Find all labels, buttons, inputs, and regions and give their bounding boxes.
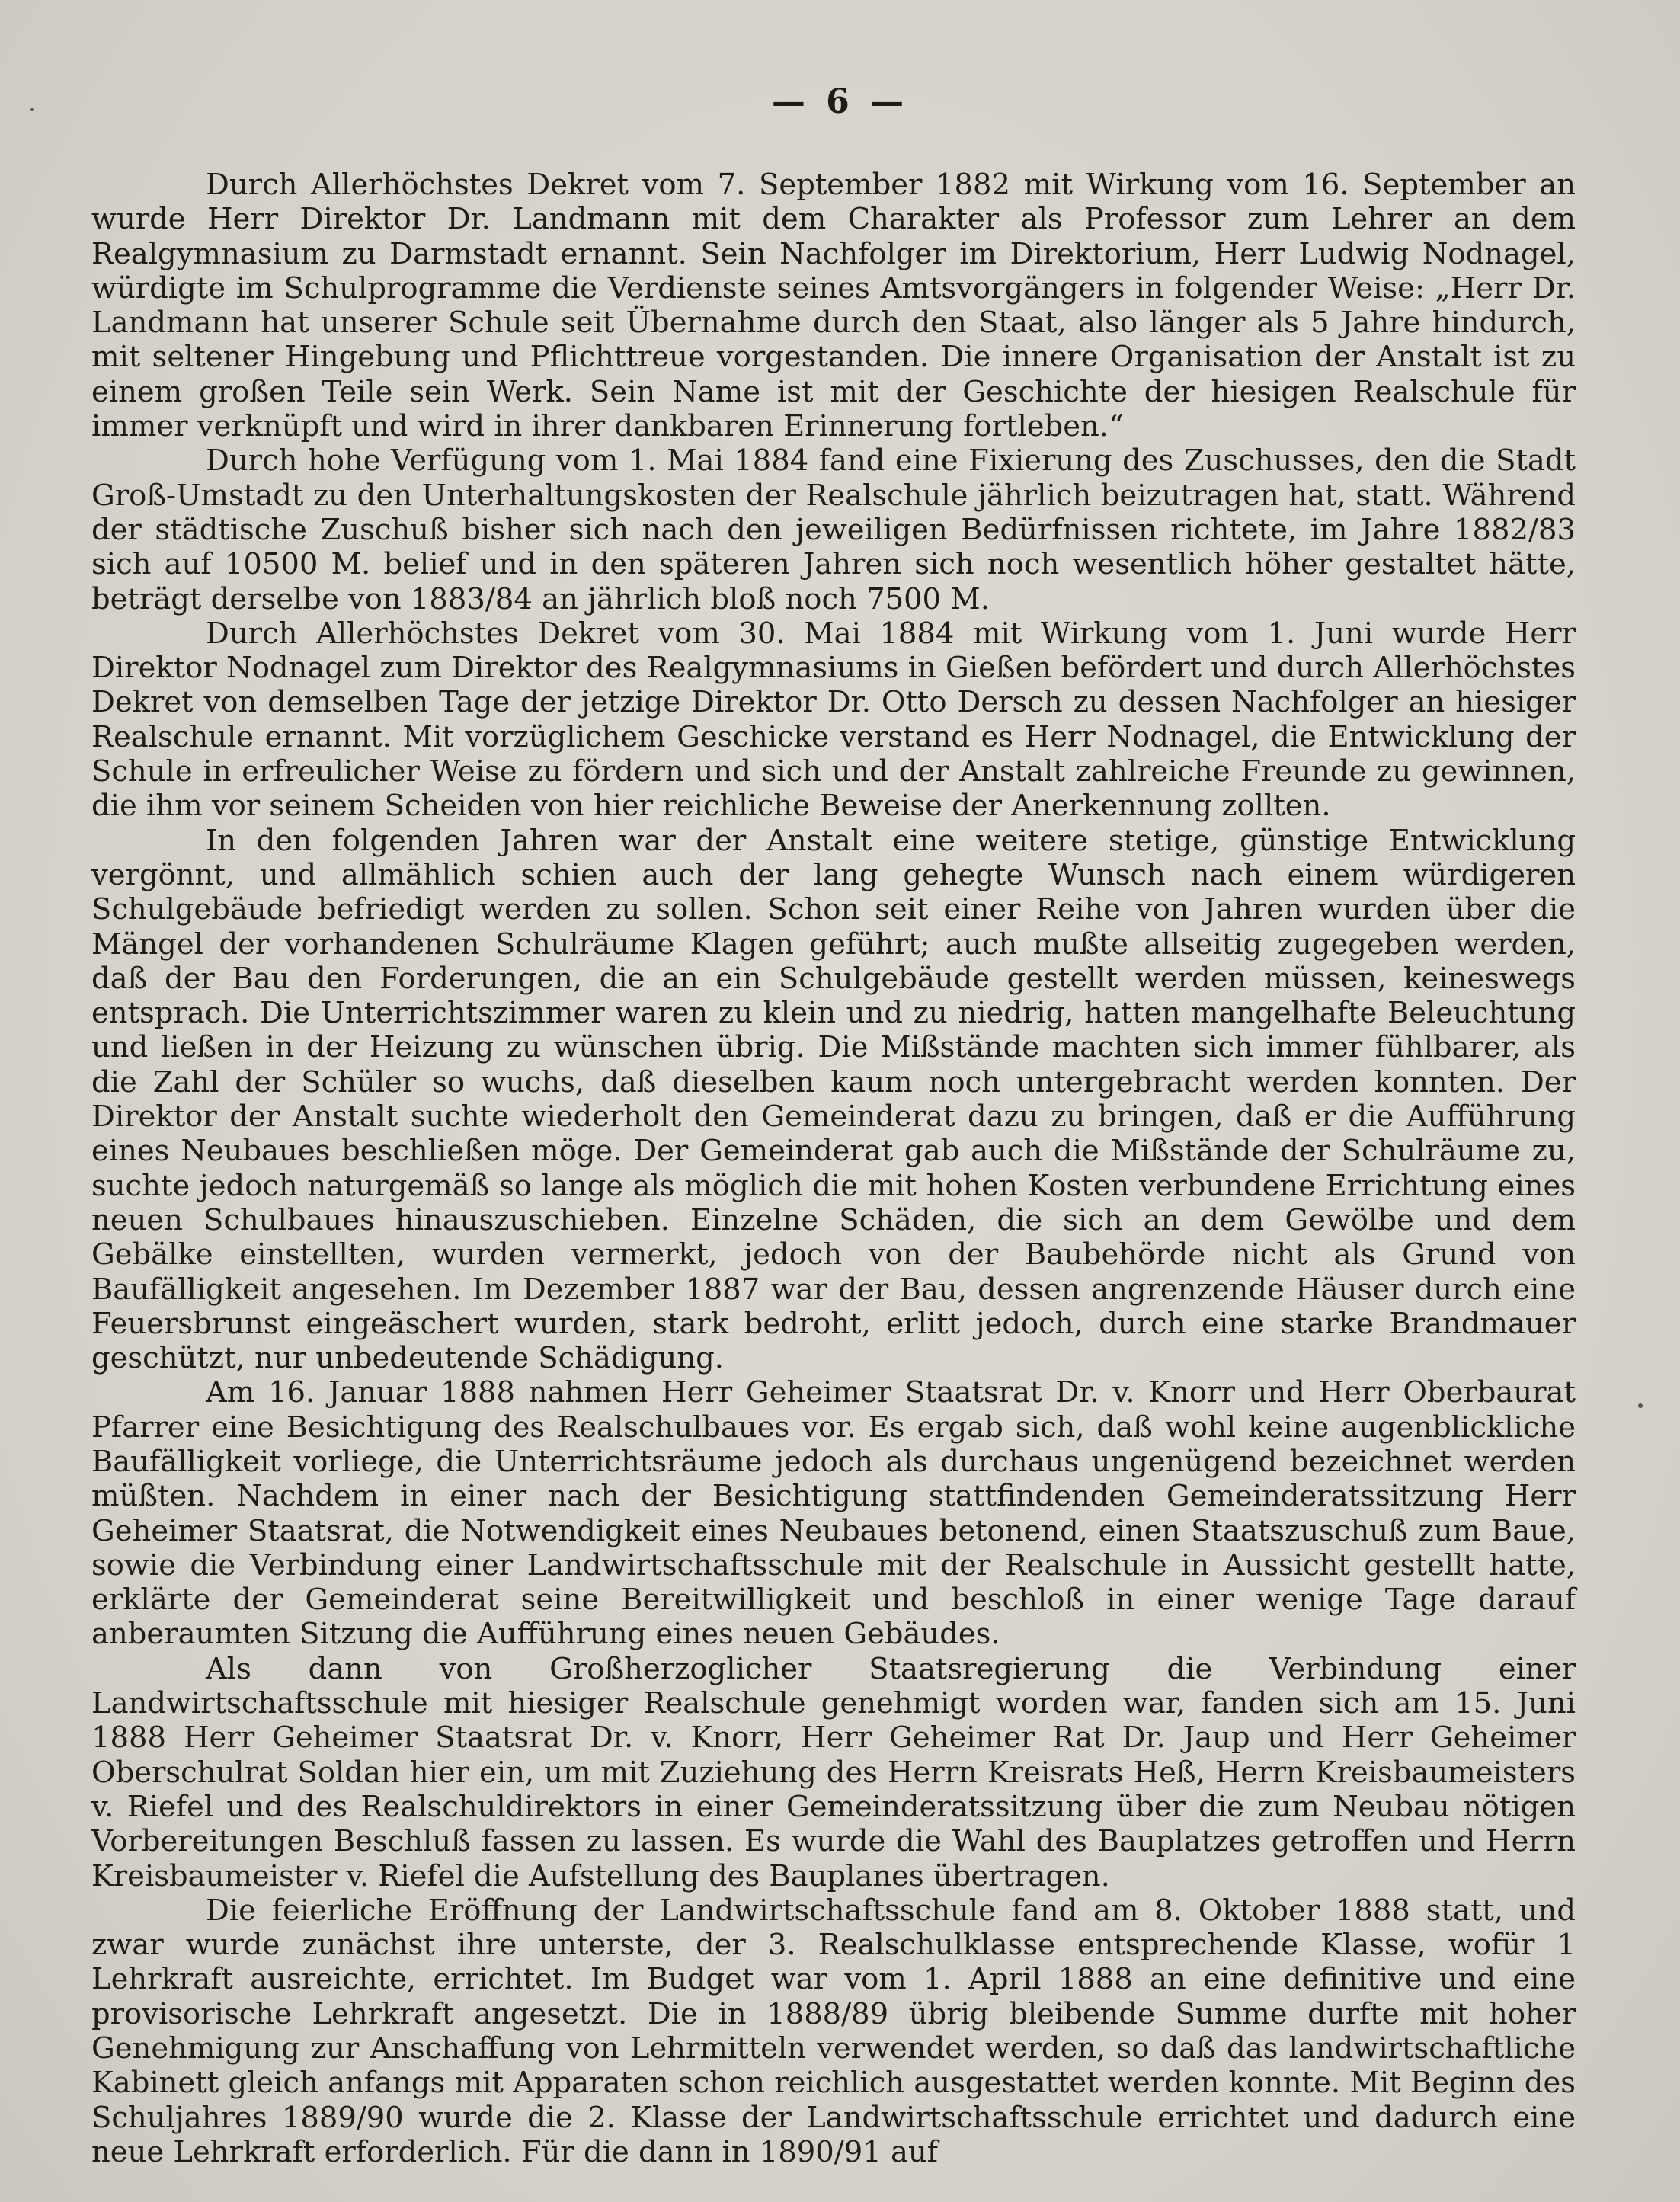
paragraph-landwirtschaftsschule: Als dann von Großherzoglicher Staatsregierung die Verbindung einer Landwirtschaftsschule mit hiesiger Realschule genehmigt worden war, fanden sich am 15. Juni 1888 Herr Geheimer Staatsrat Dr. v. Knorr, Herr Geheimer Rat Dr. Jaup und Herr Geheimer Oberschulrat Soldan hier ein, um mit Zuziehung des Herrn Kreisrats Heß, Herrn Kreisbaumeisters v. Riefel und des Realschuldirektors in einer Gemeinderatssitzung über die zum Neubau nötigen Vorbereitungen Beschluß fassen zu lassen. Es wurde die Wahl des Bauplatzes getroffen und Herrn Kreisbaumeister v. Riefel die Aufstellung des Bauplanes übertragen. bbox=[91, 1651, 1576, 1893]
paragraph-zuschuss: Durch hohe Verfügung vom 1. Mai 1884 fand eine Fixierung des Zuschusses, den die Stadt Groß-Umstadt zu den Unterhaltungskosten der Realschule jährlich beizutragen hat, statt. Während der städtische Zuschuß bisher sich nach den jeweiligen Bedürfnissen richtete, im Jahre 1882/83 sich auf 10500 M. belief und in den späteren Jahren sich noch wesentlich höher gestaltet hätte, beträgt derselbe von 1883/84 an jährlich bloß noch 7500 M. bbox=[91, 443, 1576, 616]
body-text bbox=[91, 168, 1576, 2169]
paragraph-besichtigung: Am 16. Januar 1888 nahmen Herr Geheimer Staatsrat Dr. v. Knorr und Herr Oberbaurat Pfarrer eine Besichtigung des Realschulbaues vor. Es ergab sich, daß wohl keine augenblickliche Baufälligkeit vorliege, die Unterrichtsräume jedoch als durchaus ungenügend bezeichnet werden müßten. Nachdem in einer nach der Besichtigung stattfindenden Gemeinderatssitzung Herr Geheimer Staatsrat, die Notwendigkeit eines Neubaues betonend, einen Staatszuschuß zum Baue, sowie die Verbindung einer Landwirtschaftsschule mit der Realschule in Aussicht gestellt hatte, erklärte der Gemeinderat seine Bereitwilligkeit und beschloß in einer wenige Tage darauf anberaumten Sitzung die Aufführung eines neuen Gebäudes. bbox=[91, 1375, 1576, 1652]
paper-speck bbox=[30, 108, 34, 111]
paper-speck bbox=[1638, 1403, 1643, 1408]
paragraph-nodnagel: Durch Allerhöchstes Dekret vom 30. Mai 1884 mit Wirkung vom 1. Juni wurde Herr Direktor Nodnagel zum Direktor des Realgymnasiums in Gießen befördert und durch Allerhöchstes Dekret von demselben Tage der jetzige Direktor Dr. Otto Dersch zu dessen Nachfolger an hiesiger Realschule ernannt. Mit vorzüglichem Geschicke verstand es Herr Nodnagel, die Entwicklung der Schule in erfreulicher Weise zu fördern und sich und der Anstalt zahlreiche Freunde zu gewinnen, die ihm vor seinem Scheiden von hier reichliche Beweise der Anerkennung zollten. bbox=[91, 616, 1576, 824]
page-number: — 6 — bbox=[771, 82, 909, 121]
paragraph-eroeffnung: Die feierliche Eröffnung der Landwirtschaftsschule fand am 8. Oktober 1888 statt, und zwar wurde zunächst ihre unterste, der 3. Realschulklasse entsprechende Klasse, wofür 1 Lehrkraft ausreichte, errichtet. Im Budget war vom 1. April 1888 an eine definitive und eine provisorische Lehrkraft angesetzt. Die in 1888/89 übrig bleibende Summe durfte mit hoher Genehmigung zur Anschaffung von Lehrmitteln verwendet werden, so daß das landwirtschaftliche Kabinett gleich anfangs mit Apparaten schon reichlich ausgestattet werden konnte. Mit Beginn des Schuljahres 1889/90 wurde die 2. Klasse der Landwirtschaftsschule errichtet und dadurch eine neue Lehrkraft erforderlich. Für die dann in 1890/91 auf bbox=[91, 1893, 1576, 2169]
paragraph-landmann: Durch Allerhöchstes Dekret vom 7. September 1882 mit Wirkung vom 16. September an wurde Herr Direktor Dr. Landmann mit dem Charakter als Professor zum Lehrer an dem Realgymnasium zu Darmstadt ernannt. Sein Nachfolger im Direktorium, Herr Ludwig Nodnagel, würdigte im Schulprogramme die Verdienste seines Amtsvorgängers in folgender Weise: „Herr Dr. Landmann hat unserer Schule seit Übernahme durch den Staat, also länger als 5 Jahre hindurch, mit seltener Hingebung und Pflichttreue vorgestanden. Die innere Organisation der Anstalt ist zu einem großen Teile sein Werk. Sein Name ist mit der Geschichte der hiesigen Realschule für immer verknüpft und wird in ihrer dankbaren Erinnerung fortleben.“ bbox=[91, 168, 1576, 444]
paragraph-schulraeume: In den folgenden Jahren war der Anstalt eine weitere stetige, günstige Entwicklung vergönnt, und allmählich schien auch der lang gehegte Wunsch nach einem würdigeren Schulgebäude befriedigt werden zu sollen. Schon seit einer Reihe von Jahren wurden über die Mängel der vorhandenen Schulräume Klagen geführt; auch mußte allseitig zugegeben werden, daß der Bau den Forderungen, die an ein Schulgebäude gestellt werden müssen, keineswegs entsprach. Die Unterrichtszimmer waren zu klein und zu niedrig, hatten mangelhafte Beleuchtung und ließen in der Heizung zu wünschen übrig. Die Mißstände machten sich immer fühlbarer, als die Zahl der Schüler so wuchs, daß dieselben kaum noch untergebracht werden konnten. Der Direktor der Anstalt suchte wiederholt den Gemeinderat dazu zu bringen, daß er die Aufführung eines Neubaues beschließen möge. Der Gemeinderat gab auch die Mißstände der Schulräume zu, suchte jedoch naturgemäß so lange als möglich die mit hohen Kosten verbundene Errichtung eines neuen Schulbaues hinauszuschieben. Einzelne Schäden, die sich an dem Gewölbe und dem Gebälke einstellten, wurden vermerkt, jedoch von der Baubehörde nicht als Grund von Baufälligkeit angesehen. Im Dezember 1887 war der Bau, dessen angrenzende Häuser durch eine Feuersbrunst eingeäschert wurden, stark bedroht, erlitt jedoch, durch eine starke Brandmauer geschützt, nur unbedeutende Schädigung. bbox=[91, 823, 1576, 1376]
